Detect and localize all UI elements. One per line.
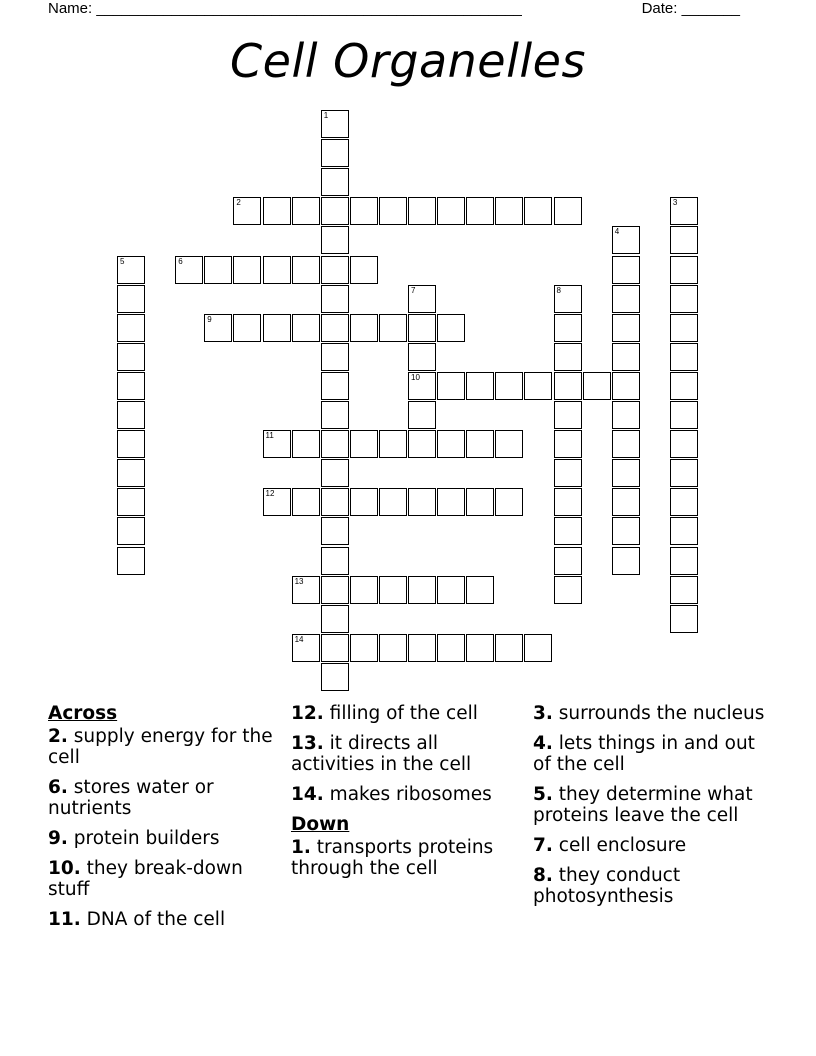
clue-number: 14. bbox=[291, 784, 324, 805]
clue-text: surrounds the nucleus bbox=[558, 703, 765, 724]
crossword-cell[interactable] bbox=[437, 197, 465, 225]
crossword-cell[interactable] bbox=[612, 547, 640, 575]
crossword-cell[interactable] bbox=[554, 430, 582, 458]
clue-number: 4. bbox=[533, 733, 553, 754]
crossword-cell[interactable] bbox=[466, 372, 494, 400]
crossword-cell[interactable] bbox=[321, 314, 349, 342]
clue-across-13 bbox=[291, 733, 523, 775]
clue-across-9 bbox=[48, 828, 280, 849]
clue-number: 6. bbox=[48, 777, 68, 798]
crossword-cell[interactable] bbox=[583, 372, 611, 400]
clue-number-label: 2 bbox=[236, 198, 241, 208]
crossword-cell[interactable] bbox=[321, 139, 349, 167]
crossword-cell[interactable] bbox=[117, 547, 145, 575]
crossword-cell[interactable] bbox=[321, 256, 349, 284]
crossword-cell[interactable] bbox=[379, 197, 407, 225]
clue-across-2 bbox=[48, 726, 280, 768]
crossword-cell[interactable] bbox=[117, 459, 145, 487]
crossword-cell[interactable] bbox=[670, 459, 698, 487]
crossword-cell[interactable] bbox=[233, 314, 261, 342]
crossword-cell[interactable] bbox=[554, 372, 582, 400]
crossword-cell[interactable] bbox=[321, 110, 349, 138]
crossword-cell[interactable] bbox=[321, 372, 349, 400]
crossword-cell[interactable] bbox=[466, 634, 494, 662]
clue-text: they conduct photosynthesis bbox=[533, 865, 681, 907]
crossword-cell[interactable] bbox=[292, 430, 320, 458]
crossword-cell[interactable] bbox=[292, 488, 320, 516]
clue-text: lets things in and out of the cell bbox=[533, 733, 755, 775]
crossword-cell[interactable] bbox=[466, 576, 494, 604]
clue-number: 8. bbox=[533, 865, 553, 886]
crossword-cell[interactable] bbox=[612, 372, 640, 400]
clue-number-label: 13 bbox=[294, 576, 304, 586]
clue-number: 9. bbox=[48, 828, 68, 849]
crossword-cell[interactable] bbox=[554, 488, 582, 516]
crossword-cell[interactable] bbox=[379, 634, 407, 662]
clue-number: 11. bbox=[48, 909, 81, 930]
clue-number-label: 1 bbox=[323, 111, 329, 120]
crossword-cell[interactable] bbox=[670, 343, 698, 371]
crossword-cell[interactable] bbox=[117, 372, 145, 400]
crossword-cell[interactable] bbox=[263, 197, 291, 225]
crossword-cell[interactable] bbox=[350, 197, 378, 225]
clue-number-label: 10 bbox=[411, 372, 420, 382]
crossword-cell[interactable] bbox=[554, 459, 582, 487]
clue-text: they determine what proteins leave the cell bbox=[533, 784, 753, 826]
clue-text: transports proteins through the cell bbox=[291, 837, 494, 879]
crossword-cell[interactable] bbox=[321, 401, 349, 429]
crossword-cell[interactable] bbox=[554, 401, 582, 429]
clues-column-2 bbox=[291, 703, 523, 888]
clue-text: filling of the cell bbox=[329, 703, 478, 724]
date-field[interactable]: Date: _______ bbox=[641, 0, 740, 17]
crossword-cell[interactable] bbox=[437, 576, 465, 604]
crossword-cell[interactable] bbox=[670, 372, 698, 400]
clue-number-label: 8 bbox=[556, 285, 561, 295]
clue-text: cell enclosure bbox=[558, 835, 687, 856]
crossword-cell[interactable] bbox=[670, 547, 698, 575]
clue-number-label: 5 bbox=[120, 256, 125, 266]
crossword-cell[interactable] bbox=[612, 459, 640, 487]
crossword-cell[interactable] bbox=[117, 285, 145, 313]
clues-column-1 bbox=[48, 703, 280, 939]
header bbox=[48, 0, 740, 20]
crossword-cell[interactable] bbox=[408, 314, 436, 342]
crossword-cell[interactable] bbox=[321, 285, 349, 313]
crossword-cell[interactable] bbox=[670, 430, 698, 458]
across-heading: Across bbox=[48, 703, 118, 724]
crossword-cell[interactable] bbox=[117, 256, 145, 284]
crossword-cell[interactable] bbox=[554, 285, 582, 313]
clue-across-12 bbox=[291, 703, 523, 724]
crossword-cell[interactable] bbox=[554, 314, 582, 342]
crossword-cell[interactable] bbox=[350, 488, 378, 516]
crossword-cell[interactable] bbox=[437, 488, 465, 516]
crossword-cell[interactable] bbox=[117, 517, 145, 545]
clue-text: makes ribosomes bbox=[329, 784, 492, 805]
clue-across-11 bbox=[48, 909, 280, 930]
clue-across-10 bbox=[48, 858, 280, 900]
crossword-cell[interactable] bbox=[495, 488, 523, 516]
crossword-cell[interactable] bbox=[408, 372, 436, 400]
crossword-cell[interactable] bbox=[466, 430, 494, 458]
clue-down-5 bbox=[533, 784, 773, 826]
crossword-cell[interactable] bbox=[350, 430, 378, 458]
crossword-cell[interactable] bbox=[437, 314, 465, 342]
crossword-cell[interactable] bbox=[437, 372, 465, 400]
crossword-cell[interactable] bbox=[117, 401, 145, 429]
clue-down-7 bbox=[533, 835, 773, 856]
crossword-cell[interactable] bbox=[437, 430, 465, 458]
crossword-cell[interactable] bbox=[321, 168, 349, 196]
crossword-cell[interactable] bbox=[612, 256, 640, 284]
crossword-cell[interactable] bbox=[670, 488, 698, 516]
clue-number: 12. bbox=[291, 703, 324, 724]
clue-number-label: 3 bbox=[672, 198, 678, 208]
crossword-cell[interactable] bbox=[321, 517, 349, 545]
crossword-cell[interactable] bbox=[670, 285, 698, 313]
crossword-cell[interactable] bbox=[408, 576, 436, 604]
crossword-cell[interactable] bbox=[233, 256, 261, 284]
clue-number-label: 12 bbox=[265, 489, 275, 499]
crossword-cell[interactable] bbox=[612, 314, 640, 342]
crossword-cell[interactable] bbox=[612, 343, 640, 371]
crossword-cell[interactable] bbox=[670, 256, 698, 284]
crossword-cell[interactable] bbox=[554, 343, 582, 371]
crossword-cell[interactable] bbox=[670, 197, 698, 225]
crossword-cell[interactable] bbox=[321, 459, 349, 487]
clue-number-label: 9 bbox=[207, 314, 212, 324]
crossword-cell[interactable] bbox=[292, 576, 320, 604]
crossword-cell[interactable] bbox=[117, 314, 145, 342]
crossword-cell[interactable] bbox=[379, 314, 407, 342]
clue-down-4 bbox=[533, 733, 773, 775]
clue-number: 5. bbox=[533, 784, 553, 805]
crossword-cell[interactable] bbox=[292, 634, 320, 662]
clue-down-3 bbox=[533, 703, 773, 724]
crossword-cell[interactable] bbox=[612, 488, 640, 516]
clue-number: 7. bbox=[533, 835, 553, 856]
crossword-cell[interactable] bbox=[263, 314, 291, 342]
down-heading: Down bbox=[291, 814, 350, 835]
clue-number: 1. bbox=[291, 837, 311, 858]
crossword-cell[interactable] bbox=[612, 430, 640, 458]
crossword-cell[interactable] bbox=[408, 401, 436, 429]
crossword-cell[interactable] bbox=[321, 576, 349, 604]
crossword-cell[interactable] bbox=[670, 314, 698, 342]
crossword-cell[interactable] bbox=[263, 430, 291, 458]
clue-number-label: 11 bbox=[265, 431, 274, 441]
crossword-cell[interactable] bbox=[321, 663, 349, 691]
crossword-cell[interactable] bbox=[466, 488, 494, 516]
clue-number-label: 7 bbox=[411, 285, 416, 295]
crossword-cell[interactable] bbox=[321, 197, 349, 225]
crossword-cell[interactable] bbox=[379, 488, 407, 516]
crossword-cell[interactable] bbox=[612, 285, 640, 313]
crossword-cell[interactable] bbox=[321, 430, 349, 458]
crossword-cell[interactable] bbox=[670, 517, 698, 545]
crossword-cell[interactable] bbox=[117, 430, 145, 458]
crossword-cell[interactable] bbox=[612, 517, 640, 545]
crossword-cell[interactable] bbox=[554, 517, 582, 545]
name-field[interactable]: Name: ___________________________________________________ bbox=[48, 0, 522, 17]
crossword-cell[interactable] bbox=[292, 197, 320, 225]
clue-text: stores water or nutrients bbox=[48, 777, 214, 819]
clue-text: they break-down stuff bbox=[48, 858, 243, 900]
crossword-cell[interactable] bbox=[379, 430, 407, 458]
crossword-cell[interactable] bbox=[117, 343, 145, 371]
crossword-cell[interactable] bbox=[408, 634, 436, 662]
crossword-cell[interactable] bbox=[321, 226, 349, 254]
clue-number-label: 4 bbox=[614, 227, 620, 237]
clue-text: supply energy for the cell bbox=[48, 726, 273, 768]
page-title: Cell Organelles bbox=[230, 34, 586, 88]
crossword-cell[interactable] bbox=[554, 576, 582, 604]
clue-text: protein builders bbox=[73, 828, 220, 849]
crossword-cell[interactable] bbox=[524, 197, 552, 225]
crossword-cell[interactable] bbox=[408, 430, 436, 458]
crossword-cell[interactable] bbox=[408, 285, 436, 313]
clue-number-label: 14 bbox=[294, 634, 304, 644]
clue-text: DNA of the cell bbox=[86, 909, 226, 930]
crossword-cell[interactable] bbox=[321, 605, 349, 633]
crossword-cell[interactable] bbox=[233, 197, 261, 225]
crossword-cell[interactable] bbox=[524, 372, 552, 400]
clue-across-6 bbox=[48, 777, 280, 819]
crossword-cell[interactable] bbox=[204, 314, 232, 342]
clue-number: 2. bbox=[48, 726, 68, 747]
crossword-cell[interactable] bbox=[554, 547, 582, 575]
crossword-cell[interactable] bbox=[175, 256, 203, 284]
crossword-cell[interactable] bbox=[292, 256, 320, 284]
crossword-cell[interactable] bbox=[350, 634, 378, 662]
crossword-cell[interactable] bbox=[495, 197, 523, 225]
crossword-cell[interactable] bbox=[495, 634, 523, 662]
crossword-cell[interactable] bbox=[321, 343, 349, 371]
crossword-cell[interactable] bbox=[495, 372, 523, 400]
crossword-cell[interactable] bbox=[466, 197, 494, 225]
clues-column-3 bbox=[533, 703, 773, 916]
crossword-cell[interactable] bbox=[612, 401, 640, 429]
crossword-cell[interactable] bbox=[612, 226, 640, 254]
crossword-cell[interactable] bbox=[437, 634, 465, 662]
crossword-cell[interactable] bbox=[117, 488, 145, 516]
crossword-cell[interactable] bbox=[204, 256, 232, 284]
crossword-cell[interactable] bbox=[292, 314, 320, 342]
crossword-cell[interactable] bbox=[321, 547, 349, 575]
clue-across-14 bbox=[291, 784, 523, 805]
crossword-cell[interactable] bbox=[408, 488, 436, 516]
crossword-cell[interactable] bbox=[670, 401, 698, 429]
crossword-cell[interactable] bbox=[263, 256, 291, 284]
crossword-cell[interactable] bbox=[670, 226, 698, 254]
clue-number: 3. bbox=[533, 703, 553, 724]
crossword-cell[interactable] bbox=[554, 197, 582, 225]
clue-down-8 bbox=[533, 865, 773, 907]
crossword-cell[interactable] bbox=[350, 314, 378, 342]
crossword-cell[interactable] bbox=[263, 488, 291, 516]
clue-number: 10. bbox=[48, 858, 81, 879]
crossword-cell[interactable] bbox=[408, 197, 436, 225]
crossword-cell[interactable] bbox=[321, 634, 349, 662]
clue-text: it directs all activities in the cell bbox=[291, 733, 472, 775]
crossword-cell[interactable] bbox=[524, 634, 552, 662]
crossword-cell[interactable] bbox=[670, 576, 698, 604]
crossword-cell[interactable] bbox=[379, 576, 407, 604]
crossword-cell[interactable] bbox=[321, 488, 349, 516]
crossword-cell[interactable] bbox=[350, 576, 378, 604]
clue-down-1 bbox=[291, 837, 523, 879]
crossword-cell[interactable] bbox=[408, 343, 436, 371]
crossword-cell[interactable] bbox=[670, 605, 698, 633]
crossword-cell[interactable] bbox=[350, 256, 378, 284]
clue-number-label: 6 bbox=[178, 256, 183, 266]
clue-number: 13. bbox=[291, 733, 324, 754]
crossword-cell[interactable] bbox=[495, 430, 523, 458]
